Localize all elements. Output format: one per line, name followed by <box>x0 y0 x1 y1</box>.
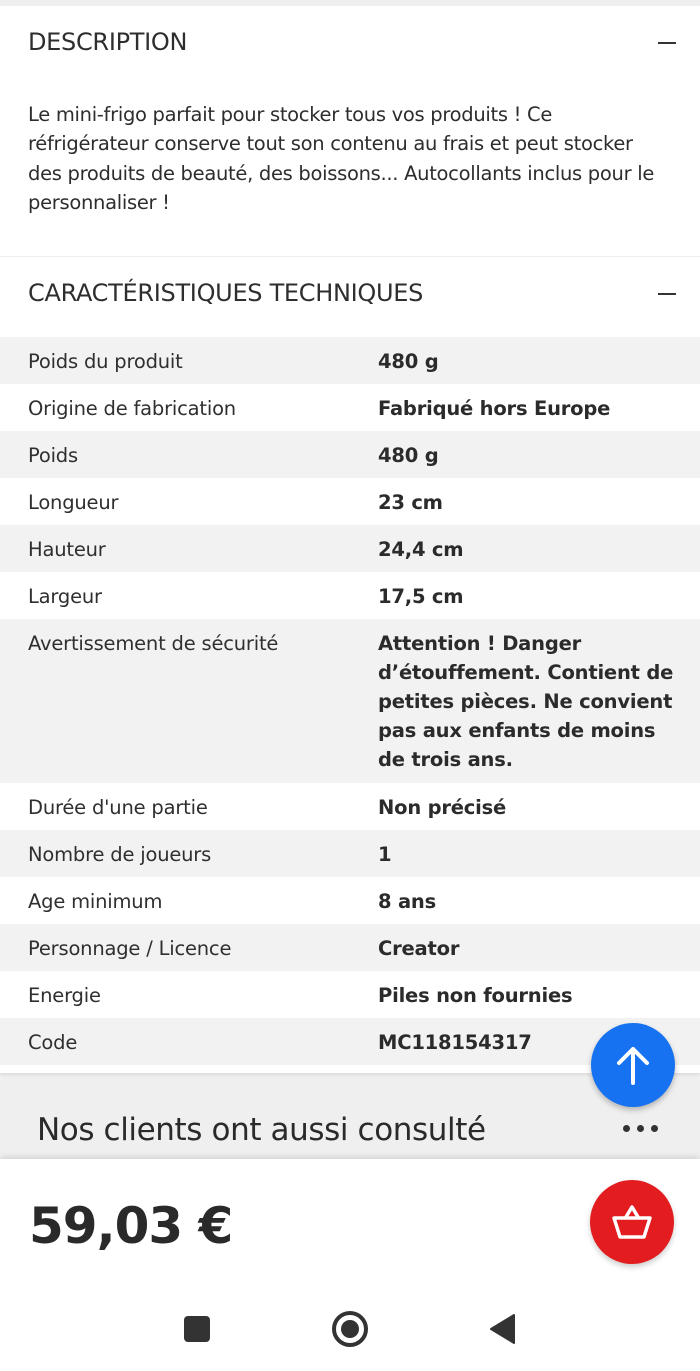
spec-value: 8 ans <box>378 890 437 913</box>
dot <box>623 1125 630 1132</box>
spec-label: Avertissement de sécurité <box>28 632 279 655</box>
specs-title: CARACTÉRISTIQUES TECHNIQUES <box>28 279 424 307</box>
minus-icon[interactable] <box>658 293 676 295</box>
spec-value: 480 g <box>378 444 439 467</box>
spec-label: Poids <box>28 444 78 467</box>
spec-value: Piles non fournies <box>378 984 573 1007</box>
dot <box>637 1125 644 1132</box>
arrow-up-icon <box>613 1043 653 1087</box>
dot <box>651 1125 658 1132</box>
more-dots-icon[interactable] <box>623 1125 658 1132</box>
spec-value: Creator <box>378 937 460 960</box>
description-text: Le mini-frigo parfait pour stocker tous vos produits ! Ce réfrigérateur conserve tout son contenu au frais et peut stocker des produits de beauté, des boissons... Autocollants inclus pour le personnaliser ! <box>28 103 655 215</box>
spec-label: Hauteur <box>28 538 106 561</box>
spec-value: 24,4 cm <box>378 538 464 561</box>
specs-table <box>0 337 700 1065</box>
spec-value: 17,5 cm <box>378 585 464 608</box>
spec-value: 23 cm <box>378 491 443 514</box>
square-icon[interactable] <box>184 1316 210 1342</box>
spec-value: Attention ! Danger d’étouffement. Contient de petites pièces. Ne convient pas aux enfants de moins de trois ans. <box>378 632 674 771</box>
basket-icon <box>610 1203 654 1241</box>
spec-row <box>0 619 700 783</box>
spec-label: Age minimum <box>28 890 163 913</box>
spec-value: Fabriqué hors Europe <box>378 397 611 420</box>
related-products-title: Nos clients ont aussi consulté <box>37 1112 486 1148</box>
spec-value: MC118154317 <box>378 1031 532 1054</box>
spec-label: Code <box>28 1031 78 1054</box>
spec-row <box>0 384 700 431</box>
spec-label: Nombre de joueurs <box>28 843 212 866</box>
spec-row <box>0 572 700 619</box>
spec-row <box>0 971 700 1018</box>
spec-value: 1 <box>378 843 392 866</box>
home-dot <box>341 1320 359 1338</box>
spec-label: Energie <box>28 984 101 1007</box>
add-to-cart-button[interactable] <box>590 1180 674 1264</box>
product-price: 59,03 € <box>29 1197 233 1255</box>
minus-icon[interactable] <box>658 42 676 44</box>
triangle-back-icon[interactable] <box>488 1313 516 1345</box>
spec-value: 480 g <box>378 350 439 373</box>
spec-label: Poids du produit <box>28 350 183 373</box>
spec-label: Durée d'une partie <box>28 796 208 819</box>
spec-row <box>0 431 700 478</box>
spec-row <box>0 877 700 924</box>
description-section <box>0 6 700 256</box>
description-title: DESCRIPTION <box>28 28 188 56</box>
spec-row <box>0 478 700 525</box>
spec-row <box>0 924 700 971</box>
scroll-to-top-button[interactable] <box>591 1023 675 1107</box>
spec-row <box>0 337 700 384</box>
specs-header[interactable] <box>0 257 700 329</box>
spec-row <box>0 525 700 572</box>
circle-icon[interactable] <box>332 1311 368 1347</box>
spec-label: Longueur <box>28 491 119 514</box>
spec-value: Non précisé <box>378 796 507 819</box>
technical-specs-section <box>0 257 700 1073</box>
spec-label: Origine de fabrication <box>28 397 236 420</box>
spec-label: Personnage / Licence <box>28 937 232 960</box>
spec-label: Largeur <box>28 585 102 608</box>
description-header[interactable] <box>0 6 700 78</box>
spec-row <box>0 830 700 877</box>
spec-row <box>0 783 700 830</box>
